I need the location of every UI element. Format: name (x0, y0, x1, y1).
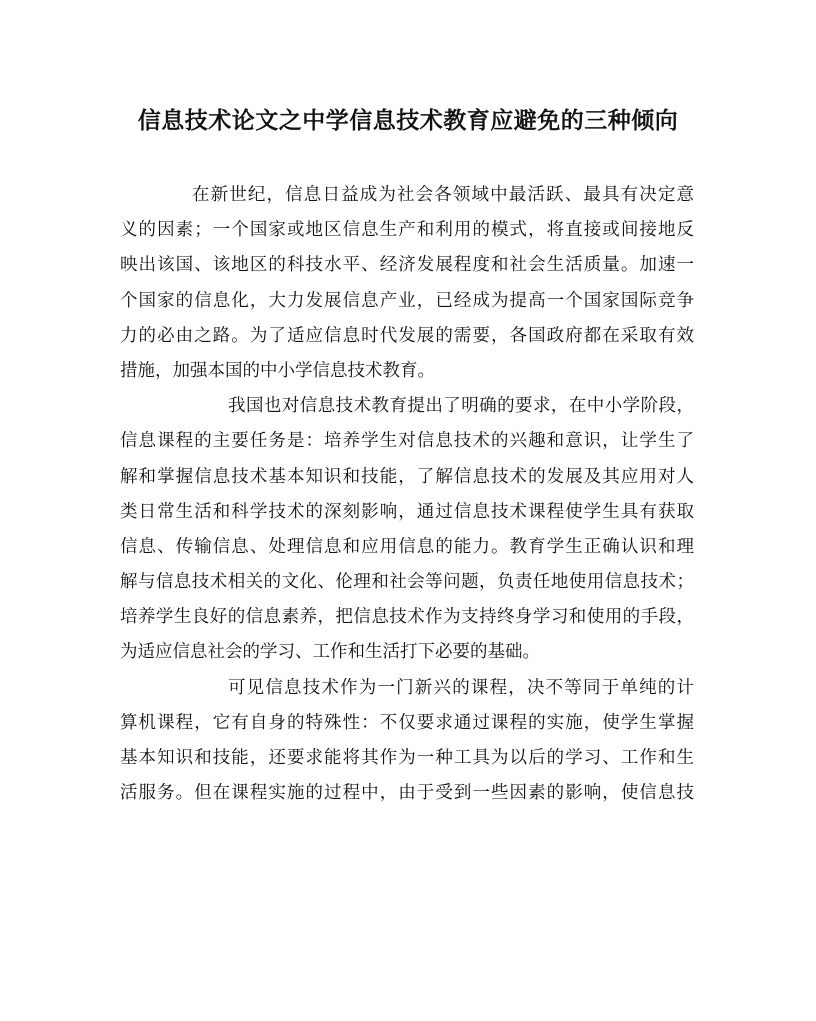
paragraph-2-line-5: 信息、传输信息、处理信息和应用信息的能力。教育学生正确认识和理 (120, 536, 694, 557)
document-title: 信息技术论文之中学信息技术教育应避免的三种倾向 (137, 107, 679, 134)
paragraph-3-line-1: 可见信息技术作为一门新兴的课程，决不等同于单纯的计 (228, 677, 694, 698)
paragraph-1-line-6: 措施，加强本国的中小学信息技术教育。 (120, 360, 435, 381)
paragraph-1-line-5: 力的必由之路。为了适应信息时代发展的需要，各国政府都在采取有效 (120, 325, 694, 346)
paragraph-2-line-8: 为适应信息社会的学习、工作和生活打下必要的基础。 (120, 642, 540, 663)
paragraph-2-line-6: 解与信息技术相关的文化、伦理和社会等问题，负责任地使用信息技术； (120, 572, 694, 593)
paragraph-2-line-1: 我国也对信息技术教育提出了明确的要求，在中小学阶段， (228, 396, 694, 417)
paragraph-3-line-4: 活服务。但在课程实施的过程中，由于受到一些因素的影响，使信息技 (120, 783, 694, 804)
document-body (120, 178, 694, 811)
paragraph-3-line-2: 算机课程，它有自身的特殊性：不仅要求通过课程的实施，使学生掌握 (120, 712, 694, 733)
paragraph-3-line-3: 基本知识和技能，还要求能将其作为一种工具为以后的学习、工作和生 (120, 748, 694, 768)
paragraph-1-line-4: 个国家的信息化，大力发展信息产业，已经成为提高一个国家国际竞争 (120, 290, 694, 311)
paragraph-2-line-7: 培养学生良好的信息素养，把信息技术作为支持终身学习和使用的手段， (120, 607, 694, 628)
paragraph-1-line-1: 在新世纪，信息日益成为社会各领域中最活跃、最具有决定意 (192, 185, 694, 205)
paragraph-1-line-2: 义的因素；一个国家或地区信息生产和利用的模式，将直接或间接地反 (120, 220, 694, 241)
paragraph-2-line-3: 解和掌握信息技术基本知识和技能，了解信息技术的发展及其应用对人 (120, 466, 694, 487)
paragraph-1-line-3: 映出该国、该地区的科技水平、经济发展程度和社会生活质量。加速一 (120, 255, 694, 276)
paragraph-2-line-4: 类日常生活和科学技术的深刻影响，通过信息技术课程使学生具有获取 (120, 501, 694, 522)
paragraph-2-line-2: 信息课程的主要任务是：培养学生对信息技术的兴趣和意识，让学生了 (120, 431, 694, 452)
